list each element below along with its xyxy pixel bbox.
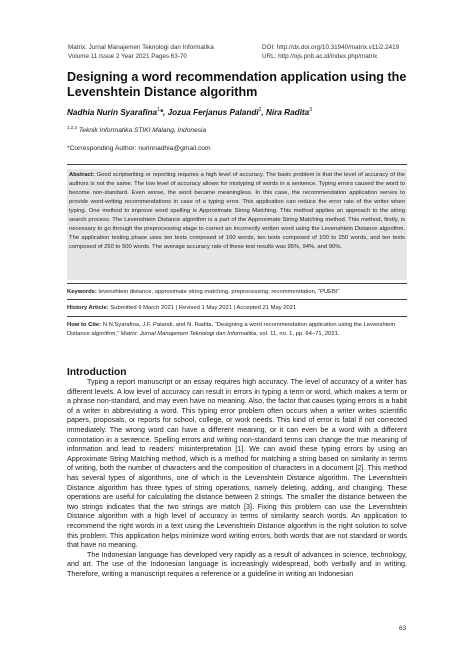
author-name: Jozua Ferjanus Palandi xyxy=(167,108,259,117)
doi-header xyxy=(262,43,399,61)
cite-text: N.N.Syarafina, J.F. Palandi, and N. Radita, “Designing a word recommendation application using the Levenshtein Distance algorithm,” xyxy=(67,322,396,337)
keywords-text: levenshtein distance, approximate string matching, preprocessing, recommendation, “PUEBI” xyxy=(98,289,340,295)
author-sup: 2 xyxy=(258,107,262,113)
abstract xyxy=(67,169,407,280)
abstract-label: Abstract: xyxy=(69,172,95,178)
author-list xyxy=(67,107,412,117)
history-label: History Article: xyxy=(67,305,109,311)
page-number: 63 xyxy=(399,625,407,632)
divider xyxy=(67,283,407,284)
paper-title: Designing a word recommendation application using the Levenshtein Distance algorithm xyxy=(67,70,407,99)
keywords xyxy=(67,288,407,297)
affiliation-text: Teknik Informatika STIKI Malang, Indonesia xyxy=(78,127,207,134)
history xyxy=(67,304,407,313)
cite-journal: Matrix: Jurnal Manajemen Teknologi dan Informatika xyxy=(120,331,257,337)
divider xyxy=(67,316,407,317)
introduction-body xyxy=(67,378,407,579)
corresponding-author: *Corresponding Author: nurinnadhia@gmail.com xyxy=(67,145,211,152)
divider xyxy=(67,164,407,165)
paragraph: The Indonesian language has developed very rapidly as a result of advances in science, technology, and art. The use of the Indonesian language is increasingly widespread, both verbally and in writing. Therefore, writing a manuscript requires a reference or a guideline in writing an Indonesian xyxy=(67,550,407,578)
keywords-label: Keywords: xyxy=(67,289,97,295)
affiliation xyxy=(67,125,206,134)
doi-link[interactable]: DOI: http://dx.doi.org/10.31940/matrix.v11i2.2419 xyxy=(262,44,400,51)
journal-header xyxy=(68,43,214,61)
author-separator: , xyxy=(261,108,266,117)
cite-text-end: , vol. 11, no. 1, pp. 64–71, 2021. xyxy=(256,331,340,337)
section-heading: Introduction xyxy=(67,367,127,378)
affiliation-sup: 1,2,3 xyxy=(67,125,78,130)
journal-url[interactable]: URL: http://ojs.pnb.ac.id/index.php/matrix xyxy=(262,53,378,60)
abstract-text: Good scriptwriting or reporting requires a high level of accuracy. The basic problem is that the level of accuracy of the authors is not the same. The low level of accuracy allows for mistyping of words in a sentence. Typing errors caused the word to become non-standard. Even worse, the word became meaningless. In this case, the recommendation application serves to provide word-writing recommendations in case of a typing error. This application can reduce the error rate of the writer when typing. One method to improve word spelling is Approximate String Matching. This method applies an approach to the string search process. The Levenshtein Distance algorithm is a part of the Approximate String Matching method. This method, firstly, is necessary to go through the preprocessing stage to correct an incorrectly written word using the Levenshtein Distance algorithm. The application testing phase uses ten texts composed of 100 words, ten texts composed of 100 to 250 words, and ten texts composed of 250 to 500 words. The average accuracy rate of these test results was 95%, 94%, and 90%. xyxy=(69,172,405,250)
cite-label: How to Cite: xyxy=(67,322,102,328)
author-name: Nira Radita xyxy=(265,108,310,117)
author-sup: 1 xyxy=(157,107,160,113)
paragraph: Typing a report manuscript or an essay requires high accuracy. The level of accuracy of a writer has different levels. A low level of accuracy can result in errors in typing a term or word, which makes a term or a phrase non-standard, and may even have no meaning. Also, the factor that causes typing errors is a habit of a writer in abbreviating a word. This typing error problem often occurs when a writer writes scientific papers, proposals, or reports for school, college, or work needs. This kind of error is fatal if not corrected immediately. The wrong word can have a different meaning, or it can even be a word with a different connotation in a sentence. Spelling errors and writing non-standard terms can change the true meaning of information and lead to readers' misinterpretation [1]. We can avoid these typing errors by using an Approximate String Matching method, which is a method for matching a string based on similarity in terms of writing, both the number of characters and the composition of characters in a document [2]. This method has several types of algorithms, one of which is the Levenshtein Distance algorithm. The Levenshtein Distance algorithm has three types of string operations, namely deleting, adding, and changing. These operations are useful for calculating the distance between 2 strings. The smaller the distance between the two strings indicates that the two strings are match [3]. Fixing this problem can use the Levenshtein Distance algorithm with a high level of accuracy in terms of similarity search words. An application to recommend the right words in a text using the Levenshtein Distance algorithm is the right solution to solve this problem. This application helps minimize word writing errors, both words that are not standard or words that have no meaning. xyxy=(67,378,407,550)
author-sup: 3 xyxy=(309,107,312,113)
divider xyxy=(67,299,407,300)
history-text: Submitted 9 March 2021 | Revised 1 May 2021 | Accepted 21 May 2021 xyxy=(110,305,297,311)
author-separator: *, xyxy=(159,108,168,117)
how-to-cite xyxy=(67,321,407,339)
author-name: Nadhia Nurin Syarafina xyxy=(67,108,158,117)
journal-volume: Volume 11 Issue 2 Year 2021 Pages 63-70 xyxy=(68,53,187,60)
journal-name: Matrix: Jurnal Manajemen Teknologi dan Informatika xyxy=(68,44,214,51)
